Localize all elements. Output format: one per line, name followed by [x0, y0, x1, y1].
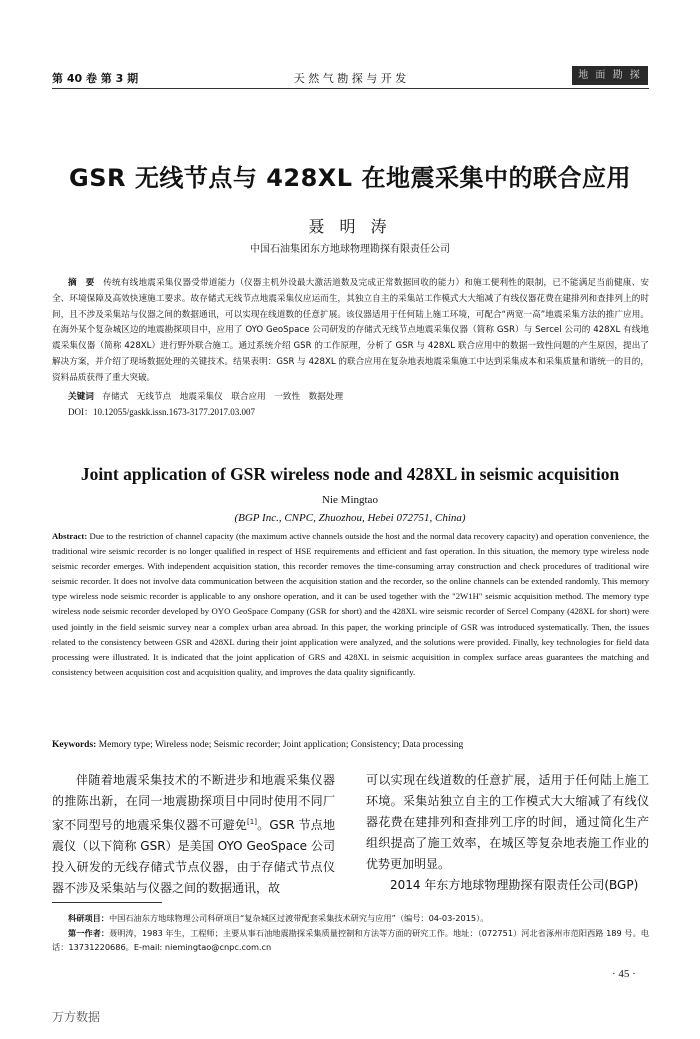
- body-right-paragraph-2: 2014 年东方地球物理勘探有限责任公司(BGP): [390, 878, 639, 892]
- footnote-author: [52, 926, 649, 955]
- english-keywords: [52, 740, 649, 750]
- footnote-author-text: 聂明涛，1983 年生，工程师；主要从事石油地震勘探采集质量控制和方法等方面的研究工作。地址：（072751）河北省涿州市范阳西路 189 号。电话：13731220686。E-mail: niemingtao@cnpc.com.cn: [52, 927, 649, 953]
- chinese-keywords-text: 存储式 无线节点 地震采集仪 联合应用 一致性 数据处理: [102, 392, 344, 402]
- english-title: Joint application of GSR wireless node and 428XL in seismic acquisition: [80, 464, 620, 484]
- chinese-abstract-text: 传统有线地震采集仪器受带道能力（仪器主机外设最大激活道数及完成正常数据回收的能力）和施工便利性的限制，已不能满足当前健康、安全、环境保障及高效快速施工要求。故存储式无线节点地震采集仪应运而生，其独立自主的采集站工作模式大大缩减了有线仪器花费在建排列和查排列上的时间，且不涉及采集站与仪器之间的数据通讯，可以实现在线道数的任意扩展。该仪器适用于任何陆上施工环境，可配合“两宽一高”地震采集方法的推广应用。在海外某个复杂城区边的地震勘探项目中，应用了 OYO GeoSpace 公司研发的存储式无线节点地震采集仪器（简称 GSR）与 Sercel 公司的 428XL 有线地震采集仪器（简称 428XL）进行野外联合施工。通过系统介绍 GSR 的工作原理，分析了 GSR 与 428XL 联合应用中的数据一致性问题的产生原因，提出了解决方案，并介绍了现场数据处理的关键技术。结果表明：GSR 与 428XL 的联合应用在复杂地表地震采集施工中达到采集成本和采集质量和谐统一的目的，资料品质获得了重大突破。: [52, 278, 649, 383]
- chinese-author: 聂 明 涛: [308, 217, 392, 236]
- english-keywords-text: Memory type; Wireless node; Seismic recorder; Joint application; Consistency; Data processing: [98, 740, 464, 750]
- footnote-author-label: 第一作者：: [68, 927, 110, 938]
- body-left-text: 伴随着地震采集技术的不断进步和地震采集仪器的推陈出新，在同一地震勘探项目中同时使用不同厂家不同型号的地震采集仪器不可避免: [52, 773, 335, 832]
- footnotes: [52, 911, 649, 955]
- english-author: Nie Mingtao: [322, 494, 378, 506]
- reference-marker[interactable]: [1]: [247, 818, 257, 826]
- chinese-abstract: [52, 276, 649, 387]
- english-abstract-text: Due to the restriction of channel capacity (the maximum active channels outside the host and the normal data recovery capacity) and operation convenience, the traditional wire seismic recorder is no longer qualified in respect of HSE requirements and efficient and fast operation. In this situation, the memory type wireless node seismic recorder emerges. With independent acquisition station, this recorder removes the time-consuming array construction and check procedures of traditional wire seismic recorder. It does not involve data communication between the acquisition station and the recorder, so the online channels can be extended randomly. This memory type wireless node seismic recorder is applicable to any onshore operation, and it can be used together with the "2W1H" seismic acquisition method. The memory type wireless node seismic recorder developed by OYO GeoSpace Company (GSR for short) and the 428XL wire seismic recorder of Sercel Company (428XL for short) were used jointly in the field seismic survey near a complex urban area abroad. In this paper, the working principle of GSR was introduced systematically. Then, the issues related to the consistency between GSR and 428XL during their joint application were analyzed, and the solutions were provided. Finally, key technologies for field data processing were illustrated. It is indicated that the joint application of GRS and 428XL in seismic acquisition in complex surface areas guarantees the matching and consistency between acquisition cost and acquisition quality, and improves the data quality significantly.: [52, 531, 649, 677]
- header-divider: [52, 88, 649, 89]
- chinese-title: GSR 无线节点与 428XL 在地震采集中的联合应用: [69, 164, 631, 192]
- journal-volume-issue: 第 40 卷 第 3 期: [52, 72, 139, 85]
- body-right-paragraph-1: 可以实现在线道数的任意扩展，适用于任何陆上施工环境。采集站独立自主的工作模式大大缩减了有线仪器花费在建排列和查排列工序的时间，通过简化生产组织提高了施工效率，在城区等复杂地表施工作业的优势更加明显。: [366, 773, 649, 871]
- english-abstract-label: Abstract:: [52, 531, 88, 541]
- section-tag: 地 面 勘 探: [572, 66, 648, 85]
- body-right-column: [366, 770, 649, 896]
- chinese-keywords-label: 关键词: [68, 392, 94, 402]
- english-keywords-label: Keywords:: [52, 740, 97, 750]
- english-abstract: [52, 529, 649, 680]
- body-left-tail: 。GSR 节点地震仪（以下简称 GSR）是美国 OYO GeoSpace 公司投入研发的无线存储式节点仪器，由于存储式节点仪器不涉及采集站与仪器之间的数据通讯，故: [52, 818, 335, 895]
- chinese-abstract-label: 摘 要: [68, 278, 95, 288]
- chinese-affiliation: 中国石油集团东方地球物理勘探有限责任公司: [250, 244, 450, 255]
- journal-name: 天 然 气 勘 探 与 开 发: [293, 72, 407, 85]
- footnote-divider: [52, 902, 162, 903]
- footnote-funding: [52, 911, 649, 926]
- chinese-keywords: [68, 390, 343, 402]
- footnote-funding-text: 中国石油东方地球物理公司科研项目“复杂城区过渡带配套采集技术研究与应用”（编号：04-03-2015）。: [108, 913, 489, 923]
- footnote-funding-label: 科研项目：: [68, 913, 109, 923]
- doi: DOI：10.12055/gaskk.issn.1673-3177.2017.03.007: [68, 407, 255, 417]
- wanfang-watermark: 万方数据: [52, 1010, 101, 1024]
- body-left-column: [52, 770, 335, 899]
- page-number: · 45 ·: [612, 968, 636, 980]
- english-affiliation: (BGP Inc., CNPC, Zhuozhou, Hebei 072751, China): [234, 512, 466, 524]
